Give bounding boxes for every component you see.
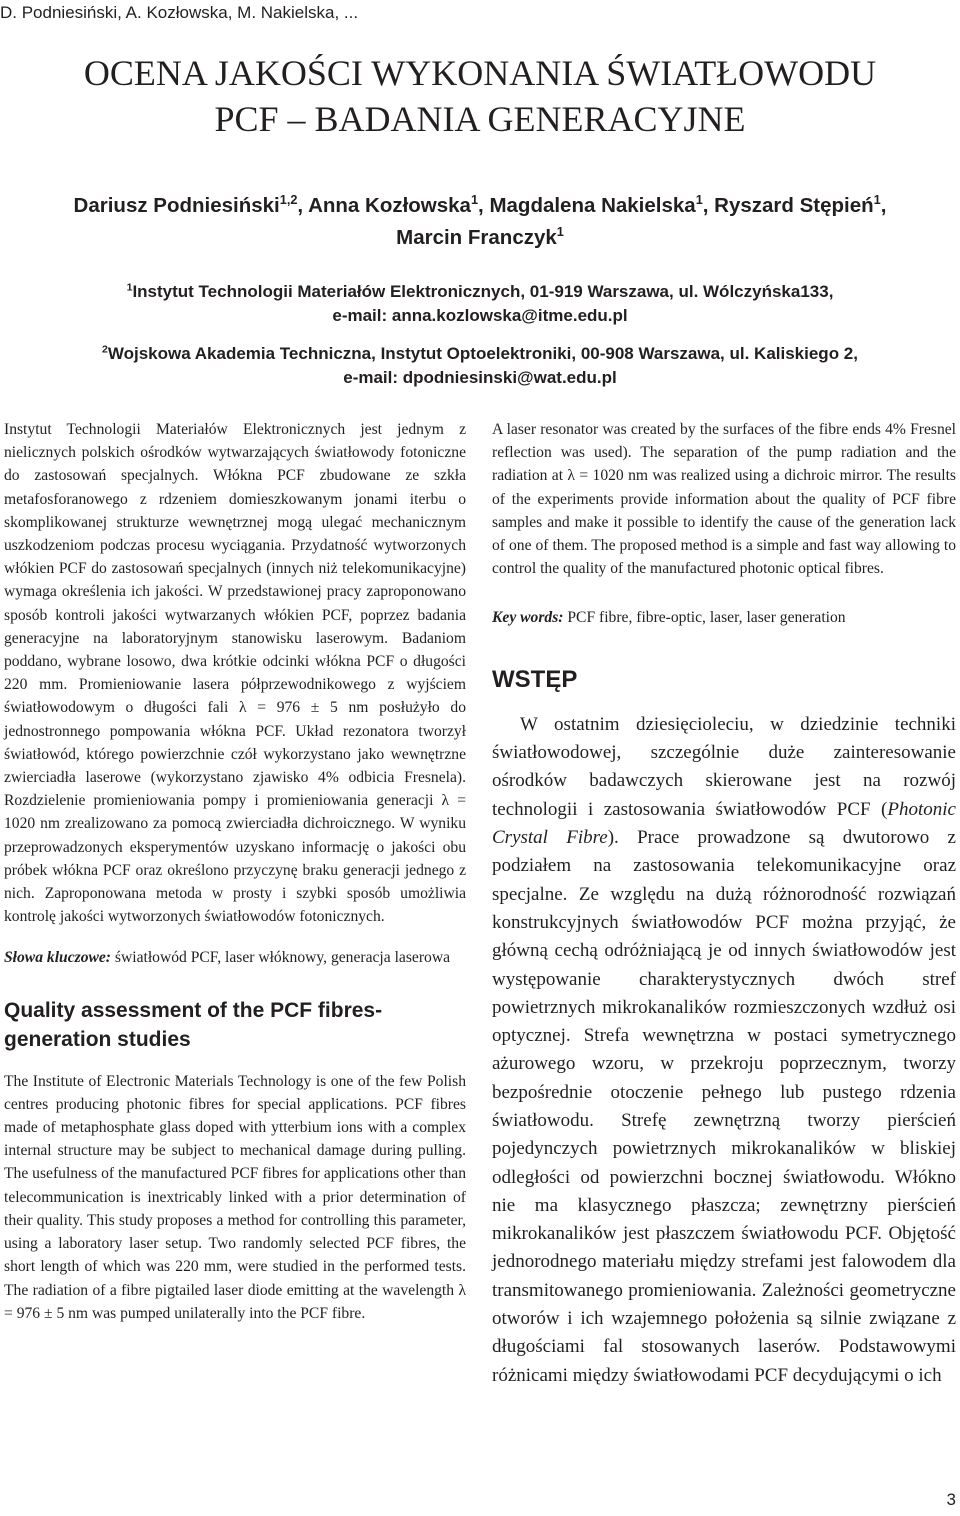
affiliation-text: Wojskowa Akademia Techniczna, Instytut Optoelektroniki, 00-908 Warszawa, ul. Kaliskiego 2, [107, 344, 858, 363]
author-affiliation-mark: 1 [873, 192, 881, 208]
author-affiliation-mark: 1 [695, 192, 703, 208]
abstract-english: The Institute of Electronic Materials Technology is one of the few Polish centres producing photonic fibres for special applications. PCF fibres made of metaphosphate glass doped with ytterbium ions with a complex internal structure may be subject to mechanical damage during pulling. The usefulness of the manufactured PCF fibres for applications other than telecommunication is inextricably linked with a prior determination of their quality. This study proposes a method for controlling this parameter, using a laboratory laser setup. Two randomly selected PCF fibres, the short length of which was 220 mm, were studied in the performed tests. The radiation of a fibre pigtailed laser diode emitting at the wavelength λ = 976 ± 5 nm was pumped unilaterally into the PCF fibre. [4, 1072, 466, 1322]
author-affiliation-mark: 1 [470, 192, 479, 208]
affiliation-2 [0, 342, 960, 366]
affiliations [0, 280, 960, 390]
right-column [492, 418, 956, 1390]
intro-text-part-1: W ostatnim dziesięcioleciu, w dziedzinie techniki światłowodowej, szczególnie duże zainteresowanie ośrodków badawczych skierowane jest na rozwój technologii i zastosowania światłowodów PCF ( [492, 713, 956, 820]
section-heading: WSTĘP [492, 665, 578, 693]
affiliation-mark: 2 [102, 343, 108, 356]
intro-italic-term: Photonic Crystal Fibre [492, 798, 956, 849]
intro-text-part-2: ). Prace prowadzone są dwutorowo z podziałem na zastosowania telekomunikacyjne oraz specjalne. Ze względu na dużą różnorodność rozwiązań konstrukcyjnych światłowodów PCF można przyjąć, że główną cechą odróżniającą je od innych światłowodów jest występowanie charakterystycznych dwóch stref powietrznych mikrokanalików rozmieszczonych wzdłuż osi optycznej. Strefa wewnętrzna w postaci symetrycznego ażurowego wzoru, w przekroju poprzecznym, tworzy bezpośrednie otoczenie pełnego lub pustego rdzenia światłowodu. Strefę zewnętrzną tworzy pierścień pojedynczych powietrznych mikrokanalików w bliskiej odległości od powierzchni bocznej światłowodu. Włókno nie ma klasycznego płaszcza; zewnętrzny pierścień mikrokanalików jest płaszczem światłowodu PCF. Objętość jednorodnego materiału między strefami jest falowodem dla transmitowanego promieniowania. Zależności geometryczne otworów i ich wzajemnego położenia są silnie związane z długościami fal stosowanych laserów. Podstawowymi różnicami między światłowodami PCF decydującymi o ich [492, 827, 956, 1386]
author-list [0, 190, 960, 254]
keywords-label: Key words: [492, 609, 564, 627]
affiliation-text: Instytut Technologii Materiałów Elektronicznych, 01-919 Warszawa, ul. Wólczyńska133, [132, 282, 834, 301]
author-name: Dariusz Podniesiński [73, 194, 280, 217]
keywords-english [492, 606, 956, 629]
title-line-2: PCF – BADANIA GENERACYJNE [214, 99, 746, 139]
affiliation-2-email: e-mail: dpodniesinski@wat.edu.pl [343, 368, 617, 387]
author-name: Marcin Franczyk [396, 226, 557, 249]
author-affiliation-mark: 1 [556, 224, 564, 240]
affiliation-1-email: e-mail: anna.kozlowska@itme.edu.pl [332, 306, 628, 325]
author-name: Magdalena Nakielska [489, 194, 696, 217]
author-affiliation-mark: 1,2 [279, 192, 298, 208]
keywords-label: Słowa kluczowe: [4, 949, 112, 967]
paper-title [0, 50, 960, 142]
page-number: 3 [946, 1490, 956, 1509]
keywords-polish [4, 946, 466, 969]
english-title: Quality assessment of the PCF fibres-generation studies [4, 998, 383, 1051]
abstract-english-continued: A laser resonator was created by the surfaces of the fibre ends 4% Fresnel reflection was used). The separation of the pump radiation and the radiation at λ = 1020 nm was realized using a dichroic mirror. The results of the experiments provide information about the quality of PCF fibre samples and make it possible to identify the cause of the generation lack of one of them. The proposed method is a simple and fast way allowing to control the quality of the manufactured photonic optical fibres. [492, 421, 956, 578]
left-column [4, 418, 466, 1325]
keywords-text: PCF fibre, fibre-optic, laser, laser generation [563, 609, 846, 627]
keywords-text: światłowód PCF, laser włóknowy, generacja laserowa [111, 949, 451, 967]
affiliation-mark: 1 [126, 281, 133, 294]
author-name: Ryszard Stępień [714, 194, 874, 217]
affiliation-1 [0, 280, 960, 304]
abstract-polish: Instytut Technologii Materiałów Elektronicznych jest jednym z nielicznych polskich ośrodków wytwarzających światłowody fotoniczne do zastosowań specjalnych. Włókna PCF zbudowane ze szkła metafosforanowego z rdzeniem domieszkowanym jonami iterbu o skomplikowanej strukturze wewnętrznej mogą ulegać mechanicznym uszkodzeniom podczas procesu wyciągania. Przydatność wytworzonych włókien PCF do zastosowań specjalnych (innych niż telekomunikacyjne) wymaga określenia ich jakości. W przedstawionej pracy zaproponowano sposób kontroli jakości wytwarzanych włókien PCF, poprzez badania generacyjne na laboratoryjnym stanowisku laserowym. Badaniom poddano, wybrane losowo, dwa krótkie odcinki włókna PCF o długości 220 mm. Promieniowanie lasera półprzewodnikowego z wyjściem światłowodowym o długości fali λ = 976 ± 5 nm posłużyło do jednostronnego pompowania włókna PCF. Układ rezonatora tworzył światłowód, którego powierzchnie czół wykorzystano jako wewnętrzne zwierciadła laserowe (wykorzystano zjawisko 4% odbicia Fresnela). Rozdzielenie promieniowania pompy i promieniowania generacji λ = 1020 nm zrealizowano za pomocą zwierciadła dichroicznego. W wyniku przeprowadzonych eksperymentów uzyskano informację o jakości obu próbek włókna PCF oraz określono przyczynę braku generacji jednego z nich. Zaproponowana metoda w prosty i szybki sposób umożliwia kontrolę jakości wytworzonych światłowodów fotonicznych. [4, 421, 466, 926]
running-head: D. Podniesiński, A. Kozłowska, M. Nakielska, ... [0, 3, 359, 22]
authors-line-1: Dariusz Podniesiński$^{1,2}$, Anna Kozłowska$^1$, Magdalena Nakielska$^1$, Ryszard Stępień$^1$, [73, 192, 887, 217]
author-name: Anna Kozłowska [308, 194, 471, 217]
introduction-text [492, 711, 956, 1390]
authors-line-2 [0, 222, 960, 254]
title-line-1: OCENA JAKOŚCI WYKONANIA ŚWIATŁOWODU [83, 53, 877, 93]
